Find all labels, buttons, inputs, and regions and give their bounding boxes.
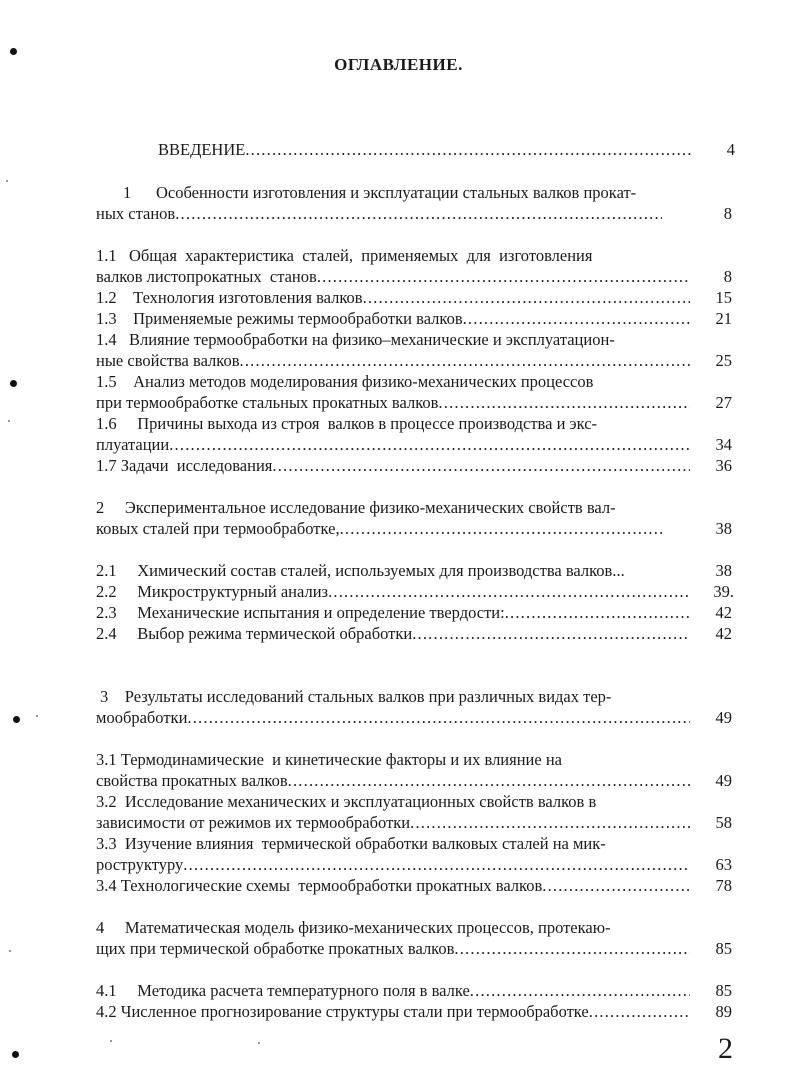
page-number: 2 xyxy=(718,1032,733,1065)
dot-leader xyxy=(317,266,690,287)
toc-entry-text: 1.7 Задачи исследования xyxy=(96,456,273,475)
dot-leader xyxy=(410,812,690,833)
toc-entry-text: 3.2 Исследование механических и эксплуатационных свойств валков в xyxy=(96,792,597,811)
scan-speck xyxy=(6,180,8,182)
toc-entry-s4-2[interactable] xyxy=(96,1001,732,1022)
toc-entry-text: ных станов xyxy=(96,204,176,223)
toc-entry-s2-3[interactable] xyxy=(96,602,732,623)
toc-page-number: 25 xyxy=(715,351,732,370)
toc-entry-s2-2[interactable] xyxy=(96,581,734,602)
toc-page-number: 15 xyxy=(715,288,732,307)
toc-entry-ch3[interactable] xyxy=(96,707,732,728)
toc-entry-s1-5[interactable] xyxy=(96,392,732,413)
dot-leader xyxy=(183,854,690,875)
toc-entry-text: 2.4 Выбор режима термической обработки xyxy=(96,624,413,643)
toc-entry-s3-3-line1 xyxy=(96,833,690,854)
toc-entry-text: ковых сталей при термообработке, xyxy=(96,519,340,538)
scan-speck xyxy=(258,1042,260,1044)
toc-entry-s2-4[interactable] xyxy=(96,623,732,644)
toc-page-number: 21 xyxy=(715,309,732,328)
toc-entry-s1-4[interactable] xyxy=(96,350,732,371)
toc-page-number: 42 xyxy=(715,603,732,622)
toc-entry-text: 3 Результаты исследований стальных валков при различных видах тер- xyxy=(100,687,612,706)
toc-page-number: 38 xyxy=(715,519,732,538)
toc-entry-s1-2[interactable] xyxy=(96,287,732,308)
toc-entry-text: 1.3 Применяемые режимы термообработки валков xyxy=(96,309,463,328)
toc-entry-s1-4-line1 xyxy=(96,329,694,350)
toc-entry-ch2[interactable] xyxy=(96,518,732,539)
dot-leader xyxy=(454,938,690,959)
toc-entry-ch4[interactable] xyxy=(96,938,732,959)
toc-page-number: 89 xyxy=(715,1002,732,1021)
toc-entry-text: плуатации xyxy=(96,435,170,454)
dot-leader xyxy=(288,770,690,791)
toc-entry-s3-2[interactable] xyxy=(96,812,732,833)
dot-leader xyxy=(240,350,691,371)
toc-entry-intro[interactable] xyxy=(158,139,735,160)
toc-entry-ch3-line1 xyxy=(100,686,694,707)
toc-entry-s2-1[interactable] xyxy=(96,560,732,581)
dot-leader xyxy=(328,581,690,602)
toc-entry-text: 4 Математическая модель физико-механических процессов, протекаю- xyxy=(96,918,611,937)
scan-speck xyxy=(110,1040,112,1042)
dot-leader xyxy=(412,623,690,644)
scan-speck xyxy=(36,715,38,717)
toc-entry-text: 1 Особенности изготовления и эксплуатации стальных валков прокат- xyxy=(123,183,637,202)
toc-entry-s1-1[interactable] xyxy=(96,266,732,287)
toc-entry-ch1-line1 xyxy=(123,182,716,203)
toc-page-number: 36 xyxy=(715,456,732,475)
toc-entry-s3-4[interactable] xyxy=(96,875,732,896)
dot-leader xyxy=(363,287,690,308)
scan-speck xyxy=(13,716,20,723)
toc-page-number: 49 xyxy=(715,771,732,790)
toc-page-number: 85 xyxy=(715,939,732,958)
toc-entry-text: при термообработке стальных прокатных валков xyxy=(96,393,439,412)
toc-entry-ch4-line1 xyxy=(96,917,694,938)
toc-entry-s4-1[interactable] xyxy=(96,980,732,1001)
toc-entry-text: 1.6 Причины выхода из строя валков в процессе производства и экс- xyxy=(96,414,598,433)
toc-entry-text: 1.2 Технология изготовления валков xyxy=(96,288,363,307)
toc-entry-text: 2.3 Механические испытания и определение твердости: xyxy=(96,603,505,622)
toc-page-number: 58 xyxy=(715,813,732,832)
scan-speck xyxy=(12,1051,19,1058)
toc-entry-text: роструктуру xyxy=(96,855,184,874)
dot-leader xyxy=(272,455,690,476)
toc-page-number: 8 xyxy=(723,267,732,286)
dot-leader xyxy=(187,707,690,728)
page-title: ОГЛАВЛЕНИЕ. xyxy=(334,55,463,74)
dot-leader xyxy=(340,518,662,539)
scan-speck xyxy=(9,950,11,952)
toc-entry-s1-7[interactable] xyxy=(96,455,732,476)
toc-entry-ch2-line1 xyxy=(96,497,694,518)
toc-entry-text: 3.4 Технологические схемы термообработки прокатных валков xyxy=(96,876,543,895)
toc-page-number: 85 xyxy=(715,981,732,1000)
toc-entry-text: мообработки xyxy=(96,708,188,727)
toc-page-number: 78 xyxy=(715,876,732,895)
toc-entry-text: ные свойства валков xyxy=(96,351,240,370)
dot-leader xyxy=(438,392,690,413)
scan-speck xyxy=(10,48,17,55)
toc-page-number: 49 xyxy=(715,708,732,727)
toc-entry-s1-1-line1 xyxy=(96,245,666,266)
dot-leader xyxy=(175,203,662,224)
toc-entry-s1-5-line1 xyxy=(96,371,690,392)
toc-entry-text: 3.3 Изучение влияния термической обработки валковых сталей на мик- xyxy=(96,834,606,853)
toc-entry-text: 2.1 Химический состав сталей, используемых для производства валков... xyxy=(96,561,625,580)
toc-entry-s3-1-line1 xyxy=(96,749,690,770)
toc-entry-text: щих при термической обработке прокатных валков xyxy=(96,939,455,958)
toc-entry-text: 1.5 Анализ методов моделирования физико-механических процессов xyxy=(96,372,594,391)
toc-entry-text: 3.1 Термодинамические и кинетические факторы и их влияние на xyxy=(96,750,562,769)
toc-entry-text: 2.2 Микроструктурный анализ xyxy=(96,582,329,601)
toc-page-number: 4 xyxy=(726,140,735,159)
dot-leader xyxy=(245,139,691,160)
dot-leader xyxy=(470,980,690,1001)
toc-page-number: 63 xyxy=(715,855,732,874)
toc-entry-ch1[interactable] xyxy=(96,203,732,224)
dot-leader xyxy=(169,434,690,455)
dot-leader xyxy=(589,1001,690,1022)
scan-speck xyxy=(8,420,10,422)
toc-entry-text: 2 Экспериментальное исследование физико-механических свойств вал- xyxy=(96,498,616,517)
toc-page-number: 39. xyxy=(713,582,734,601)
toc-page-number: 38 xyxy=(715,561,732,580)
toc-entry-text: 4.2 Численное прогнозирование структуры стали при термообработке xyxy=(96,1002,589,1021)
toc-entry-s1-6-line1 xyxy=(96,413,690,434)
dot-leader xyxy=(463,308,690,329)
toc-entry-s3-1[interactable] xyxy=(96,770,732,791)
toc-page-number: 8 xyxy=(723,204,732,223)
toc-page-number: 27 xyxy=(715,393,732,412)
toc-entry-text: ВВЕДЕНИЕ xyxy=(158,140,246,159)
toc-entry-text: зависимости от режимов их термообработки xyxy=(96,813,411,832)
toc-entry-text: 4.1 Методика расчета температурного поля в валке xyxy=(96,981,470,1000)
toc-page-number: 42 xyxy=(715,624,732,643)
toc-entry-s3-2-line1 xyxy=(96,791,690,812)
toc-entry-s1-6[interactable] xyxy=(96,434,732,455)
toc-entry-s1-3[interactable] xyxy=(96,308,732,329)
toc-entry-text: валков листопрокатных станов xyxy=(96,267,317,286)
toc-entry-text: 1.4 Влияние термообработки на физико–механические и эксплуатацион- xyxy=(96,330,615,349)
dot-leader xyxy=(542,875,690,896)
toc-entry-text: свойства прокатных валков xyxy=(96,771,288,790)
toc-page-number: 34 xyxy=(715,435,732,454)
scan-speck xyxy=(10,380,17,387)
toc-entry-s3-3[interactable] xyxy=(96,854,732,875)
dot-leader xyxy=(505,602,690,623)
toc-entry-text: 1.1 Общая характеристика сталей, применяемых для изготовления xyxy=(96,246,593,265)
